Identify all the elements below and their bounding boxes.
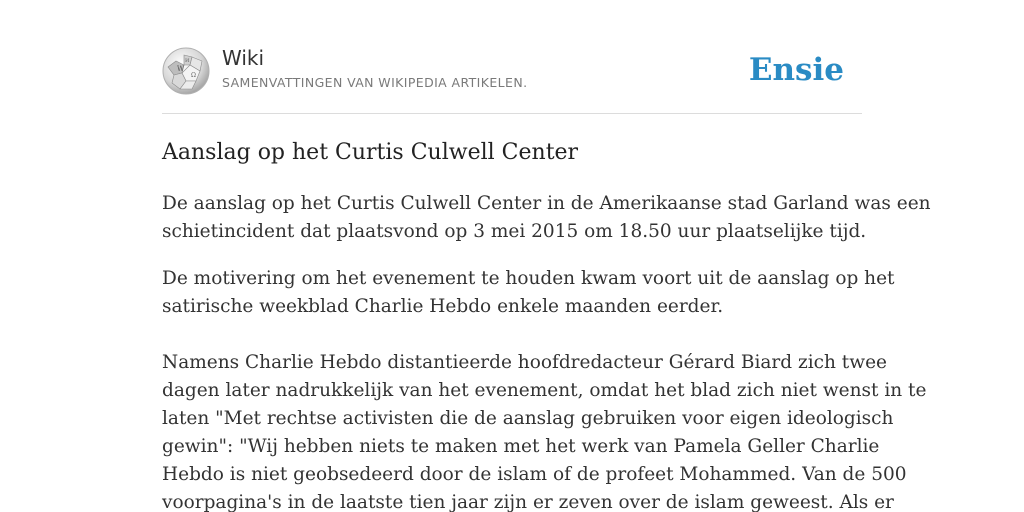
svg-text:И: И [185, 58, 190, 64]
paragraph-line: schietincident dat plaatsvond op 3 mei 2015 om 18.50 uur plaatselijke tijd. [162, 221, 867, 242]
site-header [162, 0, 862, 114]
article-paragraph-1 [162, 190, 931, 246]
paragraph-line: Hebdo is niet geobsedeerd door de islam of de profeet Mohammed. Van de 500 [162, 464, 907, 485]
paragraph-line: satirische weekblad Charlie Hebdo enkele maanden eerder. [162, 296, 724, 317]
article-title: Aanslag op het Curtis Culwell Center [162, 140, 579, 165]
article-paragraph-3 [162, 349, 927, 512]
svg-text:Ω: Ω [191, 72, 196, 79]
paragraph-line: gewin": "Wij hebben niets te maken met het werk van Pamela Geller Charlie [162, 436, 880, 457]
site-name[interactable]: Wiki [222, 46, 265, 70]
paragraph-line: De aanslag op het Curtis Culwell Center in de Amerikaanse stad Garland was een [162, 193, 931, 214]
paragraph-line: Namens Charlie Hebdo distantieerde hoofdredacteur Gérard Biard zich twee [162, 352, 887, 373]
content-column [162, 0, 931, 512]
wikipedia-globe-icon[interactable] [162, 47, 210, 95]
site-tagline: SAMENVATTINGEN VAN WIKIPEDIA ARTIKELEN. [222, 75, 528, 90]
article-paragraph-2 [162, 265, 895, 321]
paragraph-line: laten "Met rechtse activisten die de aanslag gebruiken voor eigen ideologisch [162, 408, 894, 429]
svg-text:W: W [177, 65, 185, 73]
paragraph-line: De motivering om het evenement te houden kwam voort uit de aanslag op het [162, 268, 895, 289]
paragraph-line: voorpagina's in de laatste tien jaar zijn er zeven over de islam geweest. Als er [162, 492, 894, 512]
paragraph-line: dagen later nadrukkelijk van het evenement, omdat het blad zich niet wenst in te [162, 380, 927, 401]
ensie-brand-logo[interactable]: Ensie [748, 52, 844, 88]
